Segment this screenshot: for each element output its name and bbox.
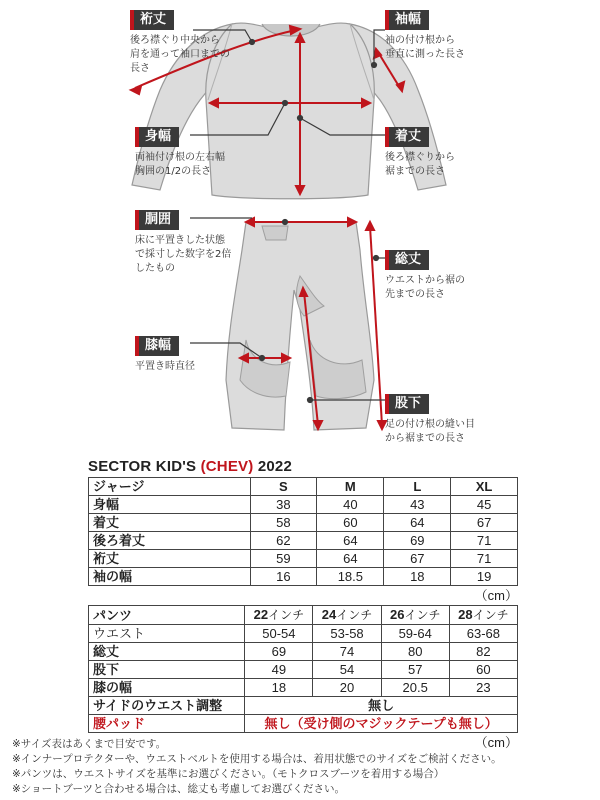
label-mihaba: [135, 125, 225, 179]
jersey-size-table: [88, 477, 518, 586]
size-24: [313, 606, 381, 625]
pants-size-table: [88, 605, 518, 733]
cell: 69: [384, 532, 451, 550]
size-28: [449, 606, 517, 625]
label-desc: 平置き時直径: [135, 361, 195, 372]
table-row: [89, 550, 518, 568]
title-model: (CHEV): [200, 458, 254, 475]
cell: 57: [381, 661, 449, 679]
cell: 45: [451, 496, 518, 514]
size-unit: インチ: [472, 608, 509, 622]
table-row: [89, 661, 518, 679]
row-label: 股下: [89, 661, 245, 679]
label-desc: 袖の付け根から 垂直に測った長さ: [385, 35, 465, 60]
cell: 19: [451, 568, 518, 586]
notes: [12, 737, 592, 797]
cell: 23: [449, 679, 517, 697]
side-adjust-label: サイドのウエスト調整: [89, 697, 245, 715]
table-row: [89, 625, 518, 643]
size-22: [245, 606, 313, 625]
title-suffix: 2022: [253, 458, 292, 475]
table-row: [89, 679, 518, 697]
size-num: 24: [321, 607, 337, 622]
size-tables: [88, 455, 528, 752]
cell: 53-58: [313, 625, 381, 643]
jersey-unit: （cm）: [474, 588, 518, 603]
cell: 64: [317, 550, 384, 568]
cell: 64: [317, 532, 384, 550]
table-row: [89, 514, 518, 532]
label-yukitake: [130, 8, 230, 76]
size-26: [381, 606, 449, 625]
pants-unit: （cm）: [474, 735, 518, 750]
label-desc: 床に平置きした状態 で採寸した数字を2倍 したもの: [135, 235, 232, 274]
jersey-header: ジャージ: [89, 478, 251, 496]
size-unit: インチ: [336, 608, 373, 622]
row-label: 膝の幅: [89, 679, 245, 697]
label-sodehaba: [385, 8, 465, 62]
cell: 60: [449, 661, 517, 679]
note-item: ※ショートブーツと合わせる場合は、総丈も考慮してお選びください。: [12, 783, 346, 795]
label-mataka: [385, 392, 475, 446]
table-row: [89, 715, 518, 733]
table-row: [89, 568, 518, 586]
note-item: ※インナープロテクターや、ウエストベルトを使用する場合は、着用状態でのサイズをご検討ください。: [12, 753, 502, 765]
label-soutake: [385, 248, 465, 302]
label-desc: 足の付け根の縫い目 から裾までの長さ: [385, 419, 475, 444]
cell: 67: [451, 514, 518, 532]
cell: 69: [245, 643, 313, 661]
cell: 40: [317, 496, 384, 514]
side-adjust-value: 無し: [245, 697, 518, 715]
table-header-row: [89, 478, 518, 496]
cell: 82: [449, 643, 517, 661]
cell: 16: [250, 568, 317, 586]
table-row: [89, 697, 518, 715]
table-row: [89, 643, 518, 661]
size-s: S: [250, 478, 317, 496]
label-tag: 胴囲: [135, 210, 179, 230]
row-label: 着丈: [89, 514, 251, 532]
row-label: ウエスト: [89, 625, 245, 643]
title-prefix: SECTOR KID'S: [88, 458, 201, 475]
cell: 50-54: [245, 625, 313, 643]
cell: 59: [250, 550, 317, 568]
cell: 63-68: [449, 625, 517, 643]
size-xl: XL: [451, 478, 518, 496]
row-label: 袖の幅: [89, 568, 251, 586]
note-item: ※サイズ表はあくまで目安です。: [12, 738, 167, 750]
size-unit: インチ: [268, 608, 305, 622]
label-desc: 両袖付け根の左右幅 胸囲の1/2の長さ: [135, 152, 225, 177]
label-tag: 総丈: [385, 250, 429, 270]
cell: 54: [313, 661, 381, 679]
cell: 18: [384, 568, 451, 586]
size-unit: インチ: [404, 608, 441, 622]
label-dou: [135, 208, 231, 276]
hip-pad-label: 腰パッド: [89, 715, 245, 733]
label-tag: 裄丈: [130, 10, 174, 30]
cell: 18: [245, 679, 313, 697]
label-hizahaba: [135, 334, 195, 374]
cell: 38: [250, 496, 317, 514]
cell: 80: [381, 643, 449, 661]
label-desc: 後ろ襟ぐりから 裾までの長さ: [385, 152, 455, 177]
pants-header: パンツ: [89, 606, 245, 625]
label-desc: 後ろ襟ぐり中央から 肩を通って袖口までの 長さ: [130, 35, 230, 74]
cell: 60: [317, 514, 384, 532]
size-num: 22: [253, 607, 269, 622]
table-row: [89, 532, 518, 550]
row-label: 身幅: [89, 496, 251, 514]
label-desc: ウエストから裾の 先までの長さ: [385, 275, 465, 300]
label-tag: 膝幅: [135, 336, 179, 356]
cell: 64: [384, 514, 451, 532]
cell: 20.5: [381, 679, 449, 697]
cell: 58: [250, 514, 317, 532]
size-num: 28: [458, 607, 473, 622]
cell: 59-64: [381, 625, 449, 643]
table-header-row: [89, 606, 518, 625]
row-label: 後ろ着丈: [89, 532, 251, 550]
product-title: [88, 457, 528, 477]
cell: 20: [313, 679, 381, 697]
label-tag: 身幅: [135, 127, 179, 147]
hip-pad-value: 無し（受け側のマジックテープも無し）: [245, 715, 518, 733]
size-m: M: [317, 478, 384, 496]
cell: 71: [451, 550, 518, 568]
label-tag: 着丈: [385, 127, 429, 147]
cell: 49: [245, 661, 313, 679]
size-l: L: [384, 478, 451, 496]
label-tag: 袖幅: [385, 10, 429, 30]
label-tag: 股下: [385, 394, 429, 414]
cell: 18.5: [317, 568, 384, 586]
cell: 74: [313, 643, 381, 661]
cell: 71: [451, 532, 518, 550]
cell: 43: [384, 496, 451, 514]
row-label: 総丈: [89, 643, 245, 661]
note-item: ※パンツは、ウエストサイズを基準にお選びください。（モトクロスブーツを着用する場合）: [12, 768, 445, 780]
cell: 67: [384, 550, 451, 568]
cell: 62: [250, 532, 317, 550]
table-row: [89, 496, 518, 514]
pants-shape: [226, 222, 374, 430]
size-num: 26: [389, 607, 405, 622]
row-label: 裄丈: [89, 550, 251, 568]
label-kitake: [385, 125, 455, 179]
